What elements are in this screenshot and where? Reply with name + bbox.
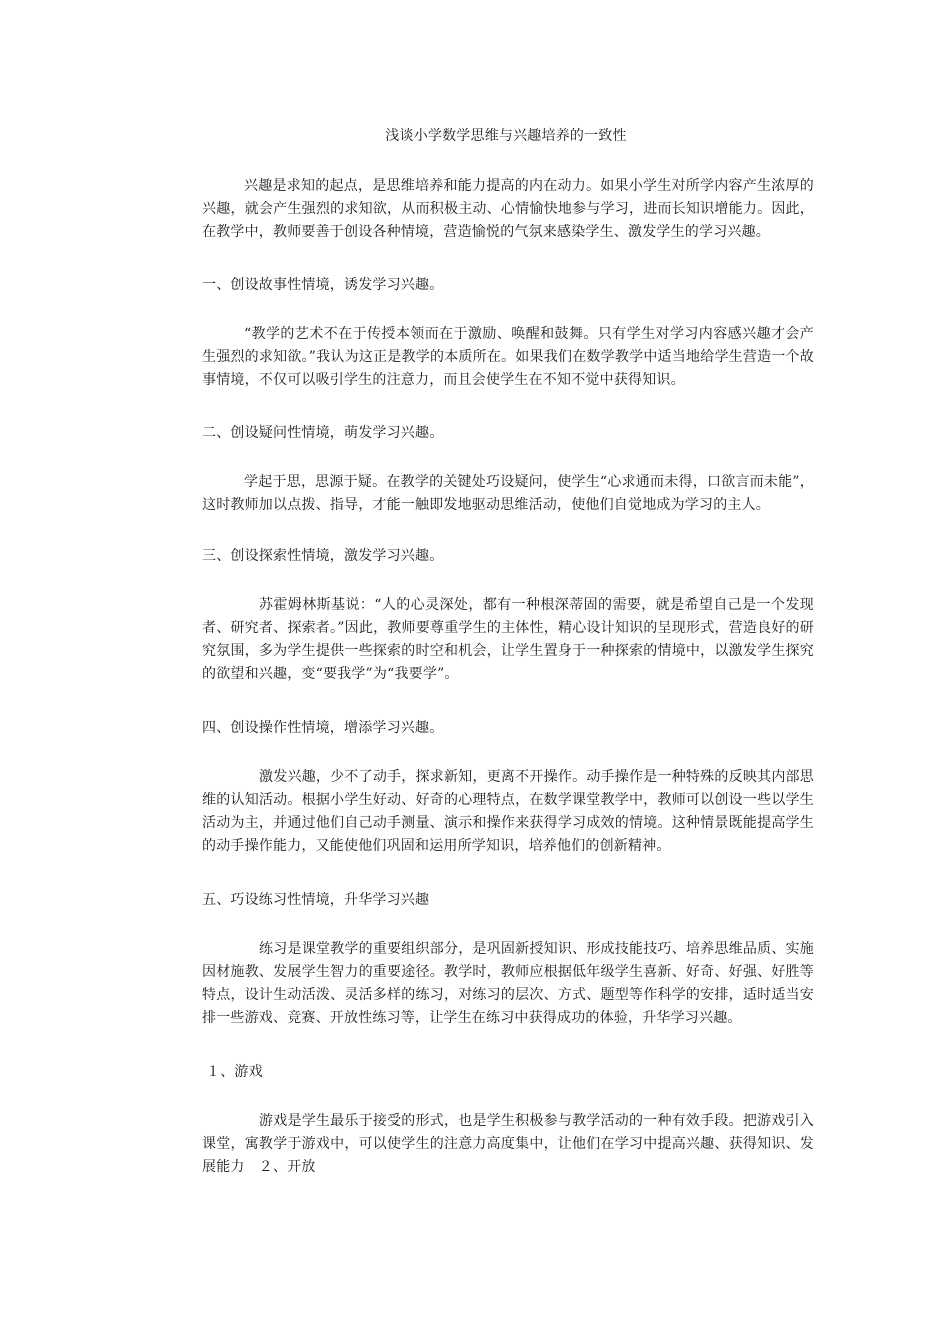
section-4-heading: 四、创设操作性情境，增添学习兴趣。 — [202, 720, 444, 736]
subsection-1-heading: １、游戏 — [206, 1064, 263, 1080]
section-4-paragraph: 激发兴趣，少不了动手，探求新知，更离不开操作。动手操作是一种特殊的反映其内部思维的认知活动。根据小学生好动、好奇的心理特点，在数学课堂教学中，教师可以创设一些以学生活动为主，并通过他们自己动手测量、演示和操作来获得学习成效的情境。这种情景既能提高学生的动手操作能力，又能使他们巩固和运用所学知识，培养他们的创新精神。 — [202, 769, 814, 854]
document-title: 浅谈小学数学思维与兴趣培养的一致性 — [385, 128, 627, 144]
section-1-heading: 一、创设故事性情境，诱发学习兴趣。 — [202, 277, 444, 293]
section-3-paragraph: 苏霍姆林斯基说：“人的心灵深处，都有一种根深蒂固的需要，就是希望自己是一个发现者、研究者、探索者。”因此，教师要尊重学生的主体性，精心设计知识的呈现形式，营造良好的研究氛围，多为学生提供一些探索的时空和机会，让学生置身于一种探索的情境中，以激发学生探究的欲望和兴趣，变“要我学”为“我要学”。 — [202, 597, 814, 682]
section-5-heading: 五、巧设练习性情境，升华学习兴趣 — [202, 892, 430, 908]
section-2-paragraph: 学起于思，思源于疑。在教学的关键处巧设疑问，使学生“心求通而未得，口欲言而未能”，这时教师加以点拨、指导，才能一触即发地驱动思维活动，使他们自觉地成为学习的主人。 — [202, 474, 814, 513]
section-2-heading: 二、创设疑问性情境，萌发学习兴趣。 — [202, 425, 444, 441]
intro-paragraph: 兴趣是求知的起点，是思维培养和能力提高的内在动力。如果小学生对所学内容产生浓厚的兴趣，就会产生强烈的求知欲，从而积极主动、心情愉快地参与学习，进而长知识增能力。因此，在教学中，教师要善于创设各种情境，营造愉悦的气氛来感染学生、激发学生的学习兴趣。 — [202, 178, 814, 240]
section-1-paragraph: “教学的艺术不在于传授本领而在于激励、唤醒和鼓舞。只有学生对学习内容感兴趣才会产生强烈的求知欲。”我认为这正是教学的本质所在。如果我们在数学教学中适当地给学生营造一个故事情境，不仅可以吸引学生的注意力，而且会使学生在不知不觉中获得知识。 — [202, 326, 814, 388]
subsection-1-paragraph: 游戏是学生最乐于接受的形式，也是学生积极参与教学活动的一种有效手段。把游戏引入课堂，寓教学于游戏中，可以使学生的注意力高度集中，让他们在学习中提高兴趣、获得知识、发展能力 ２、开放 — [202, 1113, 814, 1175]
section-5-paragraph: 练习是课堂教学的重要组织部分，是巩固新授知识、形成技能技巧、培养思维品质、实施因材施教、发展学生智力的重要途径。教学时，教师应根据低年级学生喜新、好奇、好强、好胜等特点，设计生动活泼、灵活多样的练习，对练习的层次、方式、题型等作科学的安排，适时适当安排一些游戏、竞赛、开放性练习等，让学生在练习中获得成功的体验，升华学习兴趣。 — [202, 941, 814, 1026]
section-3-heading: 三、创设探索性情境，激发学习兴趣。 — [202, 548, 444, 564]
